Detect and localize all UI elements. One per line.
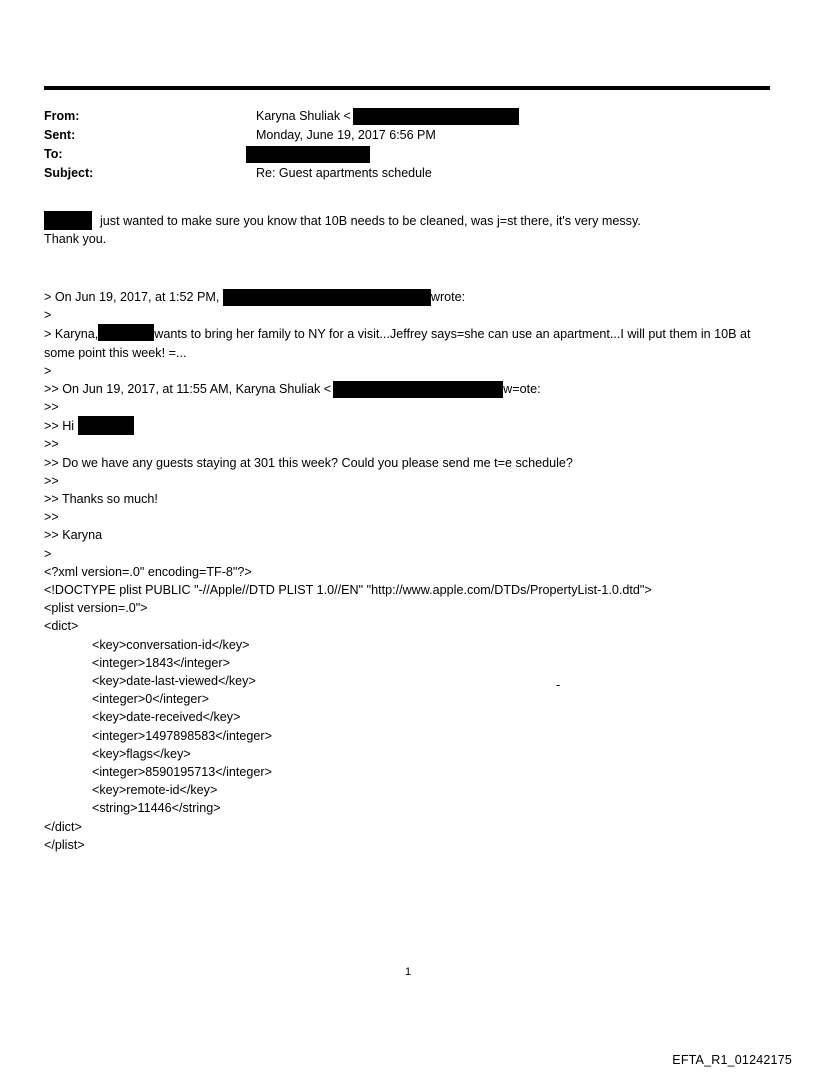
stray-mark: - xyxy=(556,678,561,692)
quote-line: > xyxy=(44,363,52,378)
quote-line-suffix: w=ote: xyxy=(503,382,541,397)
quote-line: > xyxy=(44,546,52,561)
quote-line-prefix: >> Hi xyxy=(44,418,78,433)
header-value-sent xyxy=(256,127,436,144)
quote-line-prefix: > Karyna, xyxy=(44,327,99,342)
quote-line: >> Do we have any guests staying at 301 this week? Could you please send me t=e schedule? xyxy=(44,455,573,470)
xml-line: <integer>1497898583</integer> xyxy=(92,728,272,743)
xml-line: <string>11446</string> xyxy=(92,801,221,816)
xml-line: <key>date-received</key> xyxy=(92,710,241,725)
body-lead-paragraph xyxy=(44,211,774,230)
xml-line: <?xml version=.0" encoding=TF-8"?> xyxy=(44,564,252,579)
xml-line: <key>flags</key> xyxy=(92,746,191,761)
xml-line: </dict> xyxy=(44,819,82,834)
plist-xml-block xyxy=(44,563,774,854)
quote-line: >> xyxy=(44,400,59,415)
header-row-sent xyxy=(44,127,770,146)
quote-line-suffix: wants to bring her family to NY for a visit...Jeffrey says=she can use an apartment...I will put them in 10B at some point this week! =... xyxy=(44,327,751,360)
header-label-to: To: xyxy=(44,147,63,161)
redaction-block-person-name xyxy=(98,324,154,341)
quote-line xyxy=(44,380,774,398)
xml-line: <integer>0</integer> xyxy=(92,692,209,707)
redaction-block-recipient-name xyxy=(44,211,92,230)
quote-line xyxy=(44,288,774,306)
xml-line: <dict> xyxy=(44,619,79,634)
header-row-from xyxy=(44,108,770,127)
header-value-subject xyxy=(256,165,432,182)
header-rule xyxy=(44,86,770,90)
xml-line: <key>date-last-viewed</key> xyxy=(92,674,256,689)
header-label-subject: Subject: xyxy=(44,166,94,180)
xml-line: </plist> xyxy=(44,837,85,852)
header-label-sent: Sent: xyxy=(44,128,76,142)
xml-line: <!DOCTYPE plist PUBLIC "-//Apple//DTD PLIST 1.0//EN" "http://www.apple.com/DTDs/PropertyList-1.0.dtd"> xyxy=(44,583,652,598)
email-body xyxy=(44,211,774,854)
header-value-sent-text: Monday, June 19, 2017 6:56 PM xyxy=(256,128,436,142)
xml-line: <plist version=.0"> xyxy=(44,601,148,616)
quote-line-prefix: >> On Jun 19, 2017, at 11:55 AM, Karyna Shuliak < xyxy=(44,382,332,397)
quote-line: >> xyxy=(44,510,59,525)
quote-line: >> Thanks so much! xyxy=(44,492,158,507)
redaction-block-greeting-name xyxy=(78,416,134,435)
body-lead-text: just wanted to make sure you know that 10B needs to be cleaned, was j=st there, it's very messy. xyxy=(100,213,641,228)
page-number: 1 xyxy=(404,966,412,978)
xml-line: <integer>8590195713</integer> xyxy=(92,765,272,780)
redaction-block-sender-2 xyxy=(333,381,503,398)
email-header xyxy=(44,108,770,184)
xml-line: <key>remote-id</key> xyxy=(92,783,218,798)
quote-line: > xyxy=(44,308,52,323)
header-value-from-text: Karyna Shuliak < xyxy=(256,109,351,123)
xml-line: <key>conversation-id</key> xyxy=(92,637,250,652)
quote-line-suffix: wrote: xyxy=(430,290,466,304)
quote-line-prefix: > On Jun 19, 2017, at 1:52 PM, xyxy=(44,290,223,304)
redaction-block-from xyxy=(353,108,519,125)
header-value-to xyxy=(256,146,370,163)
header-row-subject xyxy=(44,165,770,184)
quoted-thread xyxy=(44,288,774,563)
quote-line xyxy=(44,416,774,435)
header-value-subject-text: Re: Guest apartments schedule xyxy=(256,166,432,180)
quote-line: >> Karyna xyxy=(44,528,103,543)
body-signoff: Thank you. xyxy=(44,232,107,246)
redaction-block-to xyxy=(246,146,370,163)
header-label-from: From: xyxy=(44,109,80,123)
header-value-from xyxy=(256,108,519,125)
redaction-block-sender-1 xyxy=(223,289,431,306)
quote-line: >> xyxy=(44,437,59,452)
quote-line: >> xyxy=(44,473,59,488)
quote-line xyxy=(44,324,774,361)
bates-number: EFTA_R1_01242175 xyxy=(672,1053,792,1067)
header-row-to xyxy=(44,146,770,165)
xml-line: <integer>1843</integer> xyxy=(92,655,230,670)
